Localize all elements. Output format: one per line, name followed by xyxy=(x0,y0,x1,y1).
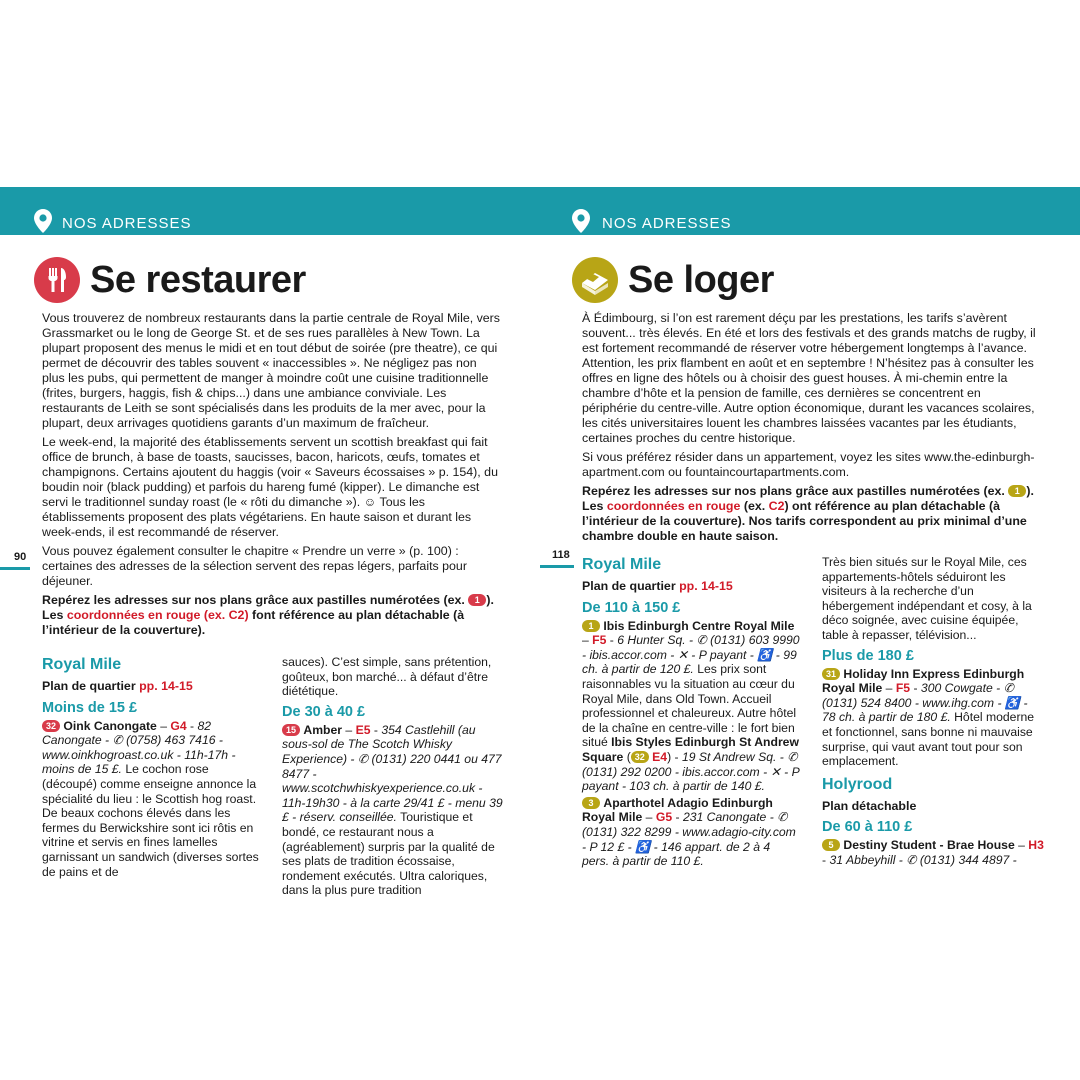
map-note-red: coordonnées en rouge xyxy=(606,499,741,513)
map-note xyxy=(582,484,1036,544)
page-number: 90 xyxy=(14,551,27,563)
price-heading: De 60 à 110 £ xyxy=(822,819,913,836)
area-heading: Royal Mile xyxy=(42,656,122,673)
area-heading: Royal Mile xyxy=(582,556,662,573)
listing-map-ref: G4 xyxy=(170,718,187,733)
price-heading: De 30 à 40 £ xyxy=(282,703,366,720)
listing-continued: sauces). C’est simple, sans prétention, goûteux, bon marché... à défaut d’être diététique. xyxy=(282,655,492,699)
map-note-red: coordonnées en rouge (ex. C2) xyxy=(66,608,249,622)
intro-paragraph-1: Vous trouverez de nombreux restaurants dans la partie centrale de Royal Mile, vers Grassmarket ou le long de George St. et de ses rues parallèles à New Town. La plupart proposent des menus le midi et en tout début de soirée (pre theatre), ce qui permet de découvrir des tables souvent « inaccessibles ». Ne négligez pas non plus les pubs, qui permettent de manger à moindre coût une cuisine traditionnelle (frites, burgers, haggis, fish & chips...) dans une ambiance conviviale. Les restaurants de Leith se sont spécialisés dans les produits de la mer avec, pour la plupart, deux arrivages quotidiens garants d’un maximum de fraîcheur. xyxy=(42,311,500,430)
section-header-band xyxy=(0,187,542,235)
map-note-text: Les xyxy=(42,608,64,622)
price-heading: Moins de 15 £ xyxy=(42,699,138,716)
plan-reference xyxy=(582,579,800,594)
listing-entry: 3 Aparthotel Adagio Edinburgh Royal Mile – G5 - 231 Canongate - ✆ (0131) 322 8299 - www.adagio-city.com - P 12 £ - ♿ - 146 appart. de 2 à 4 pers. à partir de 110 £. xyxy=(582,795,796,869)
price-heading: Plus de 180 £ xyxy=(822,647,914,664)
location-pin-icon xyxy=(572,209,590,233)
listing-map-ref: G5 xyxy=(655,810,673,825)
listing-info: 231 Canongate - ✆ (0131) 322 8299 - www.adagio-city.com - P 12 £ - ♿ - 146 appart. de 2 à 4 pers. à partir de 110 £. xyxy=(582,810,796,869)
listing-map-ref: H3 xyxy=(1028,838,1044,853)
listing-name: Oink Canongate xyxy=(63,718,157,733)
listing-name: Ibis Styles Edinburgh St Andrew Square xyxy=(582,735,799,764)
location-pin-icon xyxy=(34,209,52,233)
price-heading: De 110 à 150 £ xyxy=(582,599,681,616)
plan-pages: pp. 14-15 xyxy=(679,579,733,593)
map-note-text: Les xyxy=(582,499,604,513)
plan-label: Plan de quartier xyxy=(42,679,136,693)
page-number-bar xyxy=(0,567,30,570)
map-note-text: ). xyxy=(1026,484,1034,498)
listing-info: 6 Hunter Sq. - ✆ (0131) 603 9990 - ibis.accor.com - ✕ - P payant - ♿ - 99 ch. à partir de 120 £. xyxy=(582,633,800,677)
listing-continued: Très bien situés sur le Royal Mile, ces appartements-hôtels séduiront les visiteurs à la recherche d’un hébergement indépendant et cosy, à la déco soignée, avec cuisine équipée, table à repasser, télévision... xyxy=(822,555,1032,642)
plan-reference: Plan détachable xyxy=(822,798,917,813)
map-note-red: C2 xyxy=(768,499,785,513)
listing-info: 19 St Andrew Sq. - ✆ (0131) 292 0200 - ibis.accor.com - ✕ - P payant - 103 ch. à partir de 140 £. xyxy=(582,749,800,794)
listing-badge: 15 xyxy=(282,724,300,736)
plan-label: Plan de quartier xyxy=(582,579,676,593)
intro-text xyxy=(42,311,500,642)
fork-knife-icon xyxy=(34,257,80,303)
listing-badge: 32 xyxy=(631,751,649,763)
map-note-text: ) ont référence au plan détachable (à l’intérieur de la couverture). Nos tarifs correspondent au prix minimal d’une chambre double en haute saison. xyxy=(582,499,1027,543)
listing-entry: 5 Destiny Student - Brae House – H3 - 31 Abbeyhill - ✆ (0131) 344 4897 - xyxy=(822,838,1044,867)
listing-badge: 32 xyxy=(42,720,60,732)
area-heading: Holyrood xyxy=(822,775,893,793)
listing-badge: 1 xyxy=(582,620,600,632)
listing-badge: 5 xyxy=(822,839,840,851)
listing-column-1 xyxy=(42,655,260,881)
page-title: Se restaurer xyxy=(90,259,306,301)
intro-text xyxy=(582,311,1036,548)
intro-paragraph-2: Si vous préférez résider dans un appartement, voyez les sites www.the-edinburgh-apartment.com ou fountaincourtapartments.com. xyxy=(582,450,1035,479)
map-note xyxy=(42,593,500,638)
listing-name: Aparthotel Adagio Edinburgh Royal Mile xyxy=(582,795,773,825)
listing-entry: 15 Amber – E5 - 354 Castlehill (au sous-sol de The Scotch Whisky Experience) - ✆ (0131) 220 0441 ou 477 8477 - www.scotchwhiskyexperience.co.uk - 11h-19h30 - à la carte 29/41 £ - menu 39 £ - réserv. conseillée. Touristique et bondé, ce restaurant nous a (agréablement) surpris par la qualité de ses plats de tradition écossaise, rondement exécutés. Ultra caloriques, dans la plus pure tradition xyxy=(282,722,503,898)
map-note-text: Repérez les adresses sur nos plans grâce aux pastilles numérotées (ex. xyxy=(42,593,465,607)
listing-column-2 xyxy=(282,655,504,900)
map-note-text: (ex. xyxy=(743,499,766,513)
bed-icon xyxy=(572,257,618,303)
listing-info: 31 Abbeyhill - ✆ (0131) 344 4897 - xyxy=(829,852,1017,867)
map-note-text: Repérez les adresses sur nos plans grâce aux pastilles numérotées (ex. xyxy=(582,484,1005,498)
map-note-text: ). xyxy=(486,593,494,607)
sample-badge: 1 xyxy=(468,594,486,606)
page-number-bar xyxy=(540,565,574,568)
listing-description: Le cochon rose (découpé) comme enseigne annonce la spécialité du lieu : le Scottish hog roast. De beaux cochons élevés dans les fermes du Berwickshire sont ici rôtis en vitrine et servis en fines lamelles garnissant un sandwich (diverses sortes de pains et de xyxy=(42,762,259,879)
listing-name: Destiny Student - Brae House xyxy=(843,838,1015,853)
left-page xyxy=(0,187,540,898)
intro-paragraph-1: À Édimbourg, si l’on est rarement déçu par les prestations, les tarifs s’avèrent souvent... très élevés. En été et lors des festivals et des grands matchs de rugby, il est fortement recommandé de réserver votre hébergement longtemps à l’avance. Attention, les prix flambent en août et en septembre ! N’hésitez pas à consulter les offres en ligne des hôtels ou à choisir des guest houses. À mi-chemin entre la chambre d’hôte et la pension de famille, ces dernières se concentrent en périphérie du centre-ville. Autre option économique, durant les vacances scolaires, les cités universitaires louent les chambres laissées vacantes par les étudiants, certaines proches du centre historique. xyxy=(582,311,1036,445)
listing-entry: 1 Ibis Edinburgh Centre Royal Mile – F5 - 6 Hunter Sq. - ✆ (0131) 603 9990 - ibis.accor.com - ✕ - P payant - ♿ - 99 ch. à partir de 120 £. Les prix sont raisonnables vu la situation au cœur du Royal Mile, dans Old Town. Accueil professionnel et chaleureux. Autre hôtel de la chaîne en centre-ville : le fort bien situé Ibis Styles Edinburgh St Andrew Square ( 32 E4) - 19 St Andrew Sq. - ✆ (0131) 292 0200 - ibis.accor.com - ✕ - P payant - 103 ch. à partir de 140 £. xyxy=(582,618,800,794)
intro-paragraph-2: Le week-end, la majorité des établissements servent un scottish breakfast qui fait office de brunch, à base de toasts, saucisses, bacon, haricots, œufs, tomates et champignons. Certains ajoutent du haggis (voir « Saveurs écossaises » p. 154), du boudin noir (black pudding) et parfois du hareng fumé (kipper). Le dimanche est servi le traditionnel sunday roast (le « rôti du dimanche »). ☺ Tous les établissements proposent des plats végétariens. En haute saison et durant les week-ends, il est recommandé de réserver. xyxy=(42,435,498,539)
section-header-label: NOS ADRESSES xyxy=(602,215,732,232)
listing-name: Amber xyxy=(303,722,342,737)
listing-column-2 xyxy=(822,555,1044,870)
listing-map-ref: E5 xyxy=(355,722,371,737)
page-number: 118 xyxy=(552,549,570,561)
map-note-text: font référence au plan détachable (à l’intérieur de la couverture). xyxy=(42,608,465,637)
listing-description: Hôtel moderne et fonctionnel, sans bonne ni mauvaise surprise, qui vaut avant tout pour son emplacement. xyxy=(822,710,1035,769)
section-header-band xyxy=(540,187,1080,235)
listing-description: Les prix sont raisonnables vu la situation au cœur du Royal Mile, dans Old Town. Accueil professionnel et chaleureux. Autre hôtel de la chaîne en centre-ville : le fort bien situé xyxy=(582,662,797,750)
right-page xyxy=(540,187,1080,887)
listing-badge: 31 xyxy=(822,668,840,680)
plan-reference xyxy=(42,679,260,694)
listing-column-1 xyxy=(582,555,800,871)
listing-entry: 32 Oink Canongate – G4 - 82 Canongate - ✆ (0758) 463 7416 - www.oinkhogroast.co.uk - 11h-17h - moins de 15 £. Le cochon rose (découpé) comme enseigne annonce la spécialité du lieu : le Scottish hog roast. De beaux cochons élevés dans les fermes du Berwickshire sont ici rôtis en vitrine et servis en fines lamelles garnissant un sandwich (diverses sortes de pains et de xyxy=(42,718,259,879)
listing-info: 82 Canongate - ✆ (0758) 463 7416 - www.oinkhogroast.co.uk - 11h-17h - moins de 15 £. xyxy=(42,718,236,777)
listing-entry: 31 Holiday Inn Express Edinburgh Royal Mile – F5 - 300 Cowgate - ✆ (0131) 524 8400 - www.ihg.com - ♿ - 78 ch. à partir de 180 £. Hôtel moderne et fonctionnel, sans bonne ni mauvaise surprise, qui vaut avant tout pour son emplacement. xyxy=(822,666,1035,769)
listing-map-ref: E4 xyxy=(652,749,668,764)
listing-badge: 3 xyxy=(582,797,600,809)
listing-map-ref: F5 xyxy=(895,681,911,696)
listing-description: Touristique et bondé, ce restaurant nous a (agréablement) surpris par la qualité de ses plats de tradition écossaise, rondement exécutés. Ultra caloriques, dans la plus pure tradition xyxy=(282,810,495,898)
plan-pages: pp. 14-15 xyxy=(139,679,193,693)
intro-paragraph-3: Vous pouvez également consulter le chapitre « Prendre un verre » (p. 100) : certaines des adresses de la sélection servent des repas légers, parfaits pour déjeuner. xyxy=(42,544,467,588)
page-title: Se loger xyxy=(628,259,774,301)
listing-name: Holiday Inn Express Edinburgh Royal Mile xyxy=(822,666,1025,696)
listing-map-ref: F5 xyxy=(592,633,607,648)
section-header-label: NOS ADRESSES xyxy=(62,215,192,232)
listing-info: 354 Castlehill (au sous-sol de The Scotch Whisky Experience) - ✆ (0131) 220 0441 ou 477 8477 - www.scotchwhiskyexperience.co.uk - 11h-19h30 - à la carte 29/41 £ - menu 39 £ - réserv. conseillée. xyxy=(282,722,503,825)
listing-name: Ibis Edinburgh Centre Royal Mile xyxy=(603,618,795,633)
sample-badge: 1 xyxy=(1008,485,1026,497)
listing-info: 300 Cowgate - ✆ (0131) 524 8400 - www.ihg.com - ♿ - 78 ch. à partir de 180 £. xyxy=(822,681,1028,725)
